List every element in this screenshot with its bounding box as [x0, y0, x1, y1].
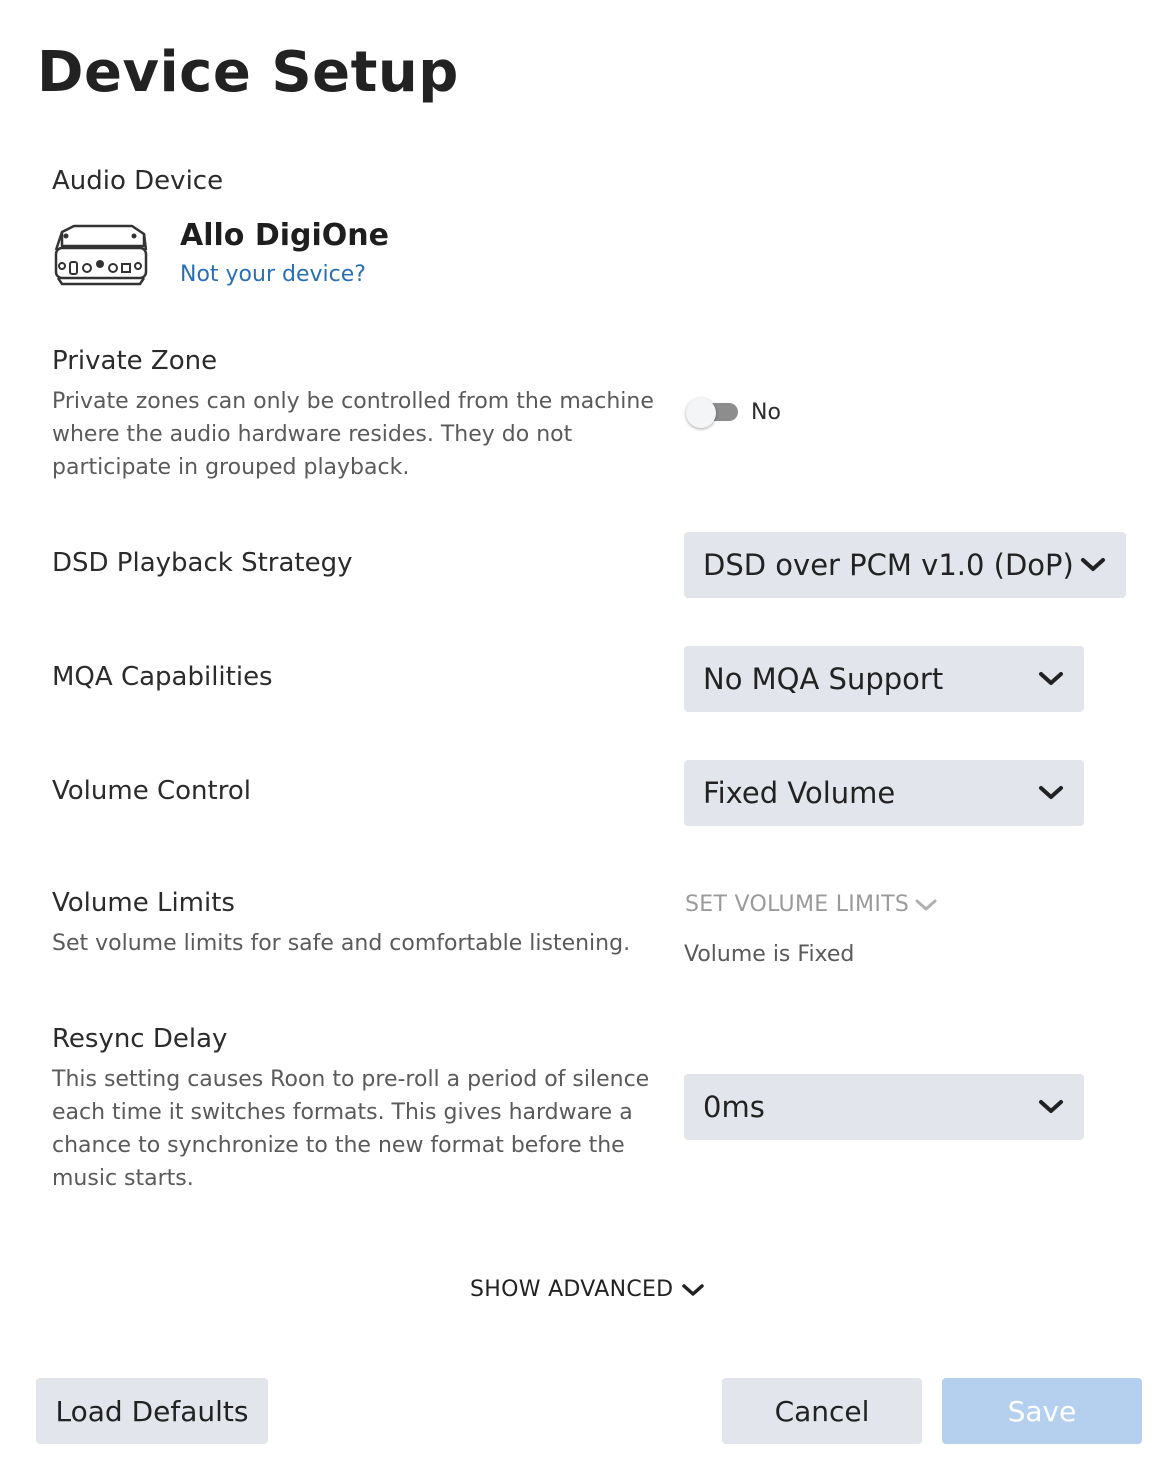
- volume-limits-status: Volume is Fixed: [684, 942, 855, 967]
- dsd-label: DSD Playback Strategy: [52, 548, 353, 578]
- volume-control-value: Fixed Volume: [703, 776, 896, 810]
- chevron-down-icon: [1038, 668, 1064, 688]
- chevron-down-icon: [1038, 782, 1064, 802]
- resync-delay-select[interactable]: [684, 1074, 1084, 1140]
- mqa-label: MQA Capabilities: [52, 662, 273, 692]
- cancel-button[interactable]: Cancel: [722, 1378, 922, 1444]
- volume-control-label: Volume Control: [52, 776, 251, 806]
- set-volume-limits-button[interactable]: [685, 892, 937, 917]
- private-zone-state: No: [751, 400, 781, 425]
- mqa-select[interactable]: [684, 646, 1084, 712]
- toggle-knob: [686, 398, 716, 428]
- private-zone-description: Private zones can only be controlled from the machine where the audio hardware resides. They do not participate in grouped playback.: [52, 389, 654, 480]
- audio-device-icon: [52, 222, 148, 288]
- private-zone-toggle[interactable]: [686, 398, 738, 426]
- resync-delay-label: Resync Delay: [52, 1024, 228, 1054]
- volume-limits-label: Volume Limits: [52, 888, 235, 918]
- show-advanced-button[interactable]: [470, 1277, 705, 1302]
- save-button[interactable]: Save: [942, 1378, 1142, 1444]
- dsd-select-value: DSD over PCM v1.0 (DoP): [703, 548, 1074, 582]
- show-advanced-label: SHOW ADVANCED: [470, 1277, 674, 1302]
- chevron-down-icon: [915, 898, 937, 912]
- dsd-select[interactable]: [684, 532, 1126, 598]
- resync-delay-value: 0ms: [703, 1090, 765, 1124]
- not-your-device-link[interactable]: Not your device?: [180, 262, 366, 287]
- resync-delay-description: This setting causes Roon to pre-roll a period of silence each time it switches formats. This gives hardware a chance to synchronize to the new format before the music starts.: [52, 1067, 650, 1191]
- page-title: Device Setup: [37, 40, 459, 105]
- mqa-select-value: No MQA Support: [703, 662, 944, 696]
- set-volume-limits-label: SET VOLUME LIMITS: [685, 892, 910, 917]
- load-defaults-button[interactable]: Load Defaults: [36, 1378, 268, 1444]
- chevron-down-icon: [681, 1282, 705, 1298]
- chevron-down-icon: [1038, 1096, 1064, 1116]
- private-zone-label: Private Zone: [52, 346, 218, 376]
- volume-control-select[interactable]: [684, 760, 1084, 826]
- chevron-down-icon: [1080, 554, 1106, 574]
- audio-device-label: Audio Device: [52, 166, 224, 196]
- device-name: Allo DigiOne: [180, 218, 389, 253]
- volume-limits-description: Set volume limits for safe and comfortable listening.: [52, 931, 631, 956]
